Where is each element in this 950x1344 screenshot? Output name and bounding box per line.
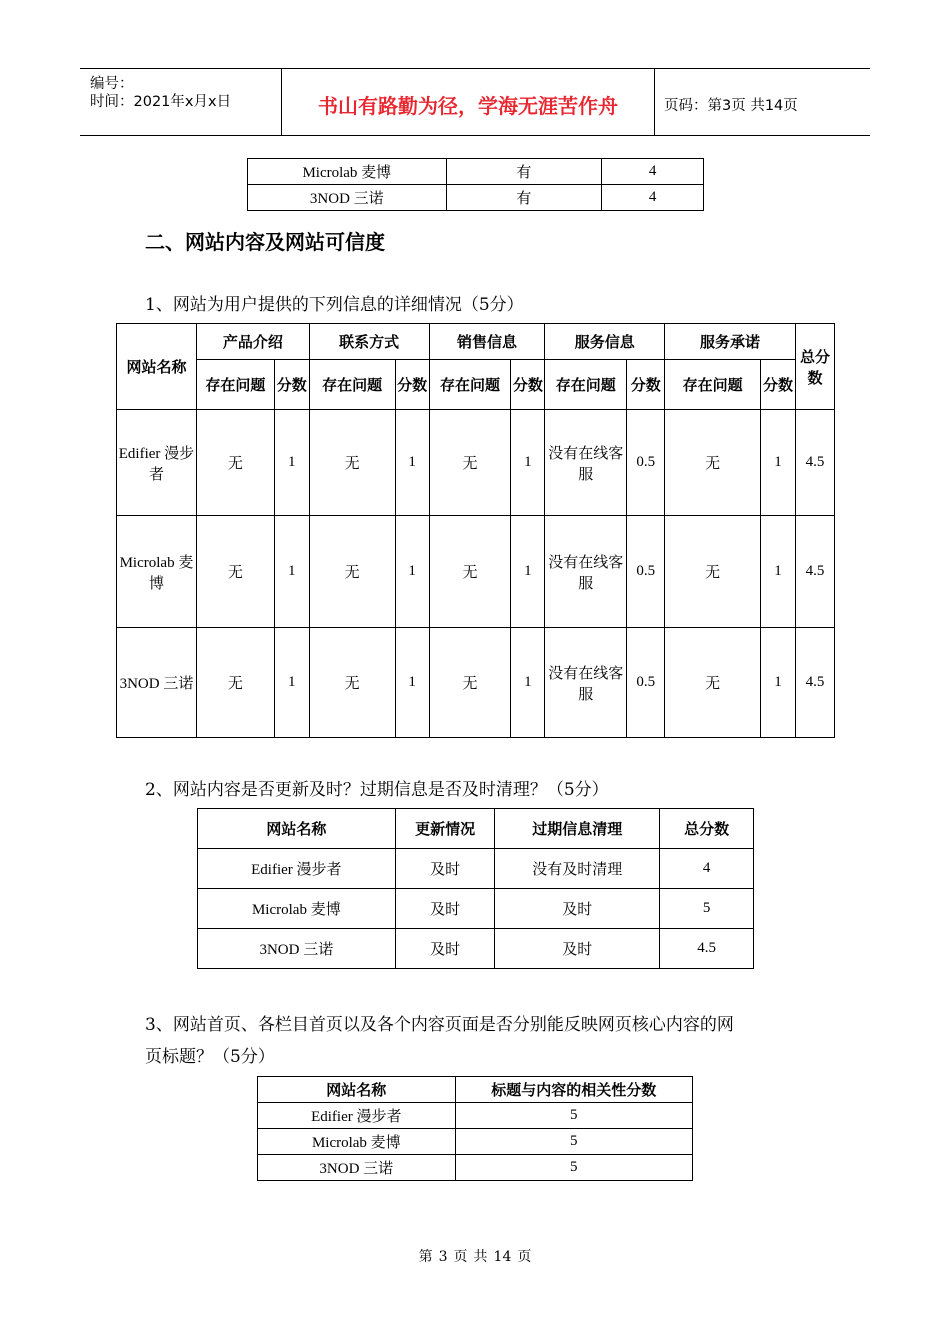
table-row <box>198 889 754 929</box>
table-cell: 无 <box>309 628 395 738</box>
table-cell: 4 <box>602 159 704 185</box>
header-motto: 书山有路勤为径，学海无涯苦作舟 <box>318 94 618 118</box>
table-cell: 无 <box>665 516 761 628</box>
table-cell: 有 <box>446 185 602 211</box>
table-cell: 无 <box>309 516 395 628</box>
total-cell: 4 <box>660 849 754 889</box>
col-header-total: 总分数 <box>795 324 834 410</box>
footer-page-num: 3 <box>438 1249 448 1265</box>
col-sub-score: 分数 <box>511 360 545 410</box>
site-name: Edifier 漫步者 <box>198 849 396 889</box>
table-cell: 及时 <box>395 929 495 969</box>
table-cell: 1 <box>511 516 545 628</box>
col-sub-issue: 存在问题 <box>665 360 761 410</box>
table-cell: 1 <box>511 410 545 516</box>
table-cell: 无 <box>429 516 511 628</box>
header-time-label: 时间：2021年x月x日 <box>90 94 232 110</box>
site-name: 3NOD 三诺 <box>117 628 197 738</box>
site-name: Edifier 漫步者 <box>117 410 197 516</box>
table-cell: 1 <box>274 516 309 628</box>
table-cell: 1 <box>395 516 429 628</box>
header-bottom-rule <box>80 135 870 136</box>
table-cell: 0.5 <box>627 628 665 738</box>
table-cell: 及时 <box>495 889 660 929</box>
table-cell: 没有在线客服 <box>545 628 627 738</box>
col-sub-issue: 存在问题 <box>429 360 511 410</box>
col-sub-issue: 存在问题 <box>545 360 627 410</box>
header-top-rule <box>80 68 870 69</box>
col-sub-score: 分数 <box>761 360 796 410</box>
footer-page-unit: 页 <box>453 1249 468 1265</box>
table-cell: 4 <box>602 185 704 211</box>
table-row <box>117 410 835 516</box>
col-group-contact: 联系方式 <box>309 324 429 360</box>
total-cell: 4.5 <box>795 628 834 738</box>
col-group-sales: 销售信息 <box>429 324 545 360</box>
table-cell: 0.5 <box>627 516 665 628</box>
table-cell: 无 <box>429 628 511 738</box>
table-cell: 1 <box>511 628 545 738</box>
col-sub-score: 分数 <box>627 360 665 410</box>
table-row <box>258 1129 693 1155</box>
total-cell: 4.5 <box>795 516 834 628</box>
site-name: 3NOD 三诺 <box>258 1155 456 1181</box>
table-row <box>248 159 704 185</box>
table-cell: 无 <box>309 410 395 516</box>
total-cell: 4.5 <box>795 410 834 516</box>
table-cell: 0.5 <box>627 410 665 516</box>
table-cell: 1 <box>761 628 796 738</box>
table-cell: 无 <box>429 410 511 516</box>
table-cell: 无 <box>665 628 761 738</box>
table-cell: 无 <box>665 410 761 516</box>
table-cell: 没有在线客服 <box>545 410 627 516</box>
col-group-commitment: 服务承诺 <box>665 324 796 360</box>
table-row <box>248 185 704 211</box>
table-row <box>258 1103 693 1129</box>
table-cell: 有 <box>446 159 602 185</box>
question-1-text: 1、网站为用户提供的下列信息的详细情况（5分） <box>145 295 524 315</box>
site-name: Microlab 麦博 <box>117 516 197 628</box>
continuation-table <box>247 158 704 211</box>
question-3-text-line1: 3、网站首页、各栏目首页以及各个内容页面是否分别能反映网页核心内容的网 <box>145 1015 734 1035</box>
table-cell: 没有及时清理 <box>495 849 660 889</box>
table-cell: 1 <box>761 516 796 628</box>
col-header: 总分数 <box>660 809 754 849</box>
header-divider-left <box>281 68 282 136</box>
table-cell: 5 <box>455 1103 692 1129</box>
col-header: 标题与内容的相关性分数 <box>455 1077 692 1103</box>
footer-total-num: 14 <box>493 1249 512 1265</box>
table-subheader-row <box>117 360 835 410</box>
table-cell: 5 <box>455 1155 692 1181</box>
question-2-text: 2、网站内容是否更新及时？过期信息是否及时清理？（5分） <box>145 780 609 800</box>
table-cell: 及时 <box>495 929 660 969</box>
site-name: 3NOD 三诺 <box>198 929 396 969</box>
col-sub-issue: 存在问题 <box>309 360 395 410</box>
col-header: 网站名称 <box>198 809 396 849</box>
header-divider-right <box>654 68 655 136</box>
question-3-text-line2: 页标题？（5分） <box>145 1047 275 1067</box>
col-header: 过期信息清理 <box>495 809 660 849</box>
col-header: 更新情况 <box>395 809 495 849</box>
col-header: 网站名称 <box>258 1077 456 1103</box>
site-name: Edifier 漫步者 <box>258 1103 456 1129</box>
table-cell: 无 <box>196 410 274 516</box>
info-detail-table <box>116 323 835 738</box>
table-cell: 1 <box>761 410 796 516</box>
table-row <box>117 516 835 628</box>
table-cell: Microlab 麦博 <box>248 159 447 185</box>
col-sub-score: 分数 <box>274 360 309 410</box>
section-heading: 二、网站内容及网站可信度 <box>145 230 385 254</box>
col-group-service: 服务信息 <box>545 324 665 360</box>
table-cell: 没有在线客服 <box>545 516 627 628</box>
table-row <box>198 849 754 889</box>
table-row <box>258 1155 693 1181</box>
total-cell: 4.5 <box>660 929 754 969</box>
table-row <box>198 929 754 969</box>
site-name: Microlab 麦博 <box>258 1129 456 1155</box>
site-name: Microlab 麦博 <box>198 889 396 929</box>
footer-total-unit: 页 <box>517 1249 532 1265</box>
footer-page-word: 第 <box>418 1249 433 1265</box>
table-cell: 及时 <box>395 889 495 929</box>
col-sub-score: 分数 <box>395 360 429 410</box>
table-cell: 5 <box>455 1129 692 1155</box>
update-table <box>197 808 754 969</box>
footer-total-word: 共 <box>473 1249 488 1265</box>
table-header-row <box>117 324 835 360</box>
col-sub-issue: 存在问题 <box>196 360 274 410</box>
table-cell: 3NOD 三诺 <box>248 185 447 211</box>
title-relevance-table <box>257 1076 693 1181</box>
table-cell: 1 <box>274 628 309 738</box>
col-header-name: 网站名称 <box>117 324 197 410</box>
table-header-row <box>198 809 754 849</box>
table-cell: 1 <box>395 410 429 516</box>
page-footer <box>0 1246 950 1266</box>
table-header-row <box>258 1077 693 1103</box>
table-row <box>117 628 835 738</box>
table-cell: 无 <box>196 628 274 738</box>
table-cell: 1 <box>274 410 309 516</box>
col-group-product: 产品介绍 <box>196 324 309 360</box>
table-cell: 及时 <box>395 849 495 889</box>
header-page-label: 页码：第3页 共14页 <box>664 98 798 114</box>
header-number-label: 编号： <box>90 76 134 92</box>
table-cell: 1 <box>395 628 429 738</box>
table-cell: 无 <box>196 516 274 628</box>
total-cell: 5 <box>660 889 754 929</box>
